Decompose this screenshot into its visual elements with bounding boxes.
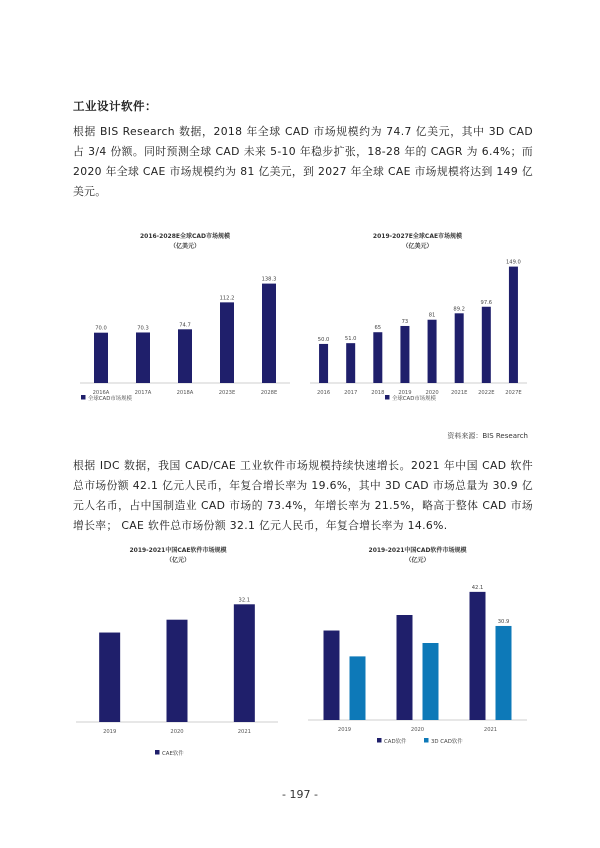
source-note: 资料来源：BIS Research — [447, 432, 528, 440]
bar — [496, 626, 512, 720]
x-tick-label: 2017 — [344, 390, 358, 396]
x-tick-label: 2028E — [260, 390, 278, 396]
bar — [346, 343, 355, 383]
data-label: 97.6 — [480, 299, 493, 306]
bar — [482, 307, 491, 383]
legend-swatch — [377, 738, 382, 743]
data-label: 73 — [401, 318, 409, 325]
x-tick-label: 2027E — [505, 390, 522, 396]
bar — [350, 656, 366, 720]
chart-subtitle: （亿美元） — [169, 243, 201, 250]
paragraph-china-cad-cae: 根据 IDC 数据，我国 CAD/CAE 工业软件市场规模持续快速增长。2021 年中国 CAD 软件总市场份额 42.1 亿元人民币，年复合增长率为 19.6%，其中 3D CAD 市场总量为 30.9 亿元人名币，占中国制造业 CAD 市场的 73.4%，年增长率为 21.5%，略高于整体 CAD 市场增长率； CAE 软件总市场份额 32.1 亿元人民币，年复合增长率为 14.6%. — [73, 459, 533, 532]
bar — [136, 332, 150, 383]
chart-title: 2016-2028E全球CAD市场规模 — [139, 233, 231, 240]
chart-title: 2019-2021中国CAD软件市场规模 — [368, 547, 467, 554]
x-tick-label: 2020 — [410, 727, 425, 733]
chart-subtitle: （亿美元） — [402, 243, 433, 250]
bar — [99, 633, 120, 722]
x-tick-label: 2016A — [92, 390, 110, 396]
data-label: 149.0 — [506, 259, 521, 266]
chart-subtitle: （亿元） — [405, 557, 430, 564]
legend-label: 全球CAD市场规模 — [88, 396, 132, 402]
x-tick-label: 2018 — [371, 390, 385, 396]
chart-china-cad-market — [305, 540, 530, 765]
chart-subtitle: （亿元） — [165, 557, 191, 564]
data-label: 42.1 — [471, 584, 484, 591]
legend-label: 全球CAD市场规模 — [392, 396, 436, 402]
bar — [319, 344, 328, 383]
bar — [178, 329, 192, 383]
x-tick-label: 2019 — [398, 390, 412, 396]
legend-swatch — [155, 750, 160, 755]
x-tick-label: 2018A — [176, 390, 194, 396]
x-tick-label: 2021 — [483, 727, 498, 733]
data-label: 50.0 — [317, 336, 330, 343]
legend-label: CAD软件 — [384, 739, 407, 745]
data-label: 112.2 — [219, 295, 235, 302]
bar — [262, 284, 276, 383]
x-tick-label: 2021E — [450, 390, 468, 396]
x-tick-label: 2023E — [218, 390, 236, 396]
bar — [220, 302, 234, 383]
legend-swatch — [81, 395, 86, 400]
x-tick-label: 2020 — [170, 729, 184, 735]
bar — [167, 620, 188, 722]
data-label: 89.2 — [453, 306, 465, 313]
bar — [94, 333, 108, 383]
bar — [423, 643, 439, 720]
data-label: 65 — [374, 325, 382, 332]
legend-label: 3D CAD软件 — [431, 739, 463, 745]
data-label: 30.9 — [497, 618, 510, 625]
x-tick-label: 2016 — [316, 390, 331, 396]
bar — [373, 332, 382, 383]
page-number: - 197 - — [282, 788, 318, 801]
x-tick-label: 2019 — [103, 729, 117, 735]
data-label: 70.0 — [95, 325, 107, 332]
bar — [428, 320, 437, 383]
x-tick-label: 2017A — [134, 390, 152, 396]
legend-label: CAE软件 — [162, 751, 184, 757]
legend-swatch — [424, 738, 429, 743]
bar — [470, 592, 486, 720]
x-tick-label: 2022E — [478, 390, 495, 396]
x-tick-label: 2020 — [425, 390, 439, 396]
bar — [400, 326, 409, 383]
data-label: 51.0 — [344, 336, 357, 343]
data-label: 74.7 — [179, 322, 191, 329]
section-heading: 工业设计软件： — [73, 99, 157, 113]
chart-global-cae-market — [305, 228, 530, 413]
bar — [324, 631, 340, 720]
chart-china-cae-market — [73, 540, 283, 765]
data-label: 70.3 — [137, 325, 149, 332]
paragraph-cad-cae-global: 根据 BIS Research 数据，2018 年全球 CAD 市场规模约为 74.7 亿美元，其中 3D CAD 占 3/4 份额。同时预测全球 CAD 未来 5-10 年稳步扩张，18-28 年的 CAGR 为 6.4%；而 2020 年全球 CAE 市场规模约为 81 亿美元，到 2027 年全球 CAE 市场规模将达到 149 亿美元。 — [73, 125, 533, 198]
chart-global-cad-market — [75, 228, 295, 413]
bar — [509, 267, 518, 383]
chart-title: 2019-2027E全球CAE市场规模 — [372, 233, 463, 240]
data-label: 81 — [428, 312, 436, 319]
chart-title: 2019-2021中国CAE软件市场规模 — [129, 547, 227, 554]
bar — [234, 604, 255, 722]
legend-swatch — [385, 395, 390, 400]
data-label: 138.3 — [261, 276, 277, 283]
x-tick-label: 2019 — [337, 727, 352, 733]
data-label: 32.1 — [238, 597, 251, 604]
bar — [455, 313, 464, 383]
x-tick-label: 2021 — [237, 729, 251, 735]
bar — [397, 615, 413, 720]
